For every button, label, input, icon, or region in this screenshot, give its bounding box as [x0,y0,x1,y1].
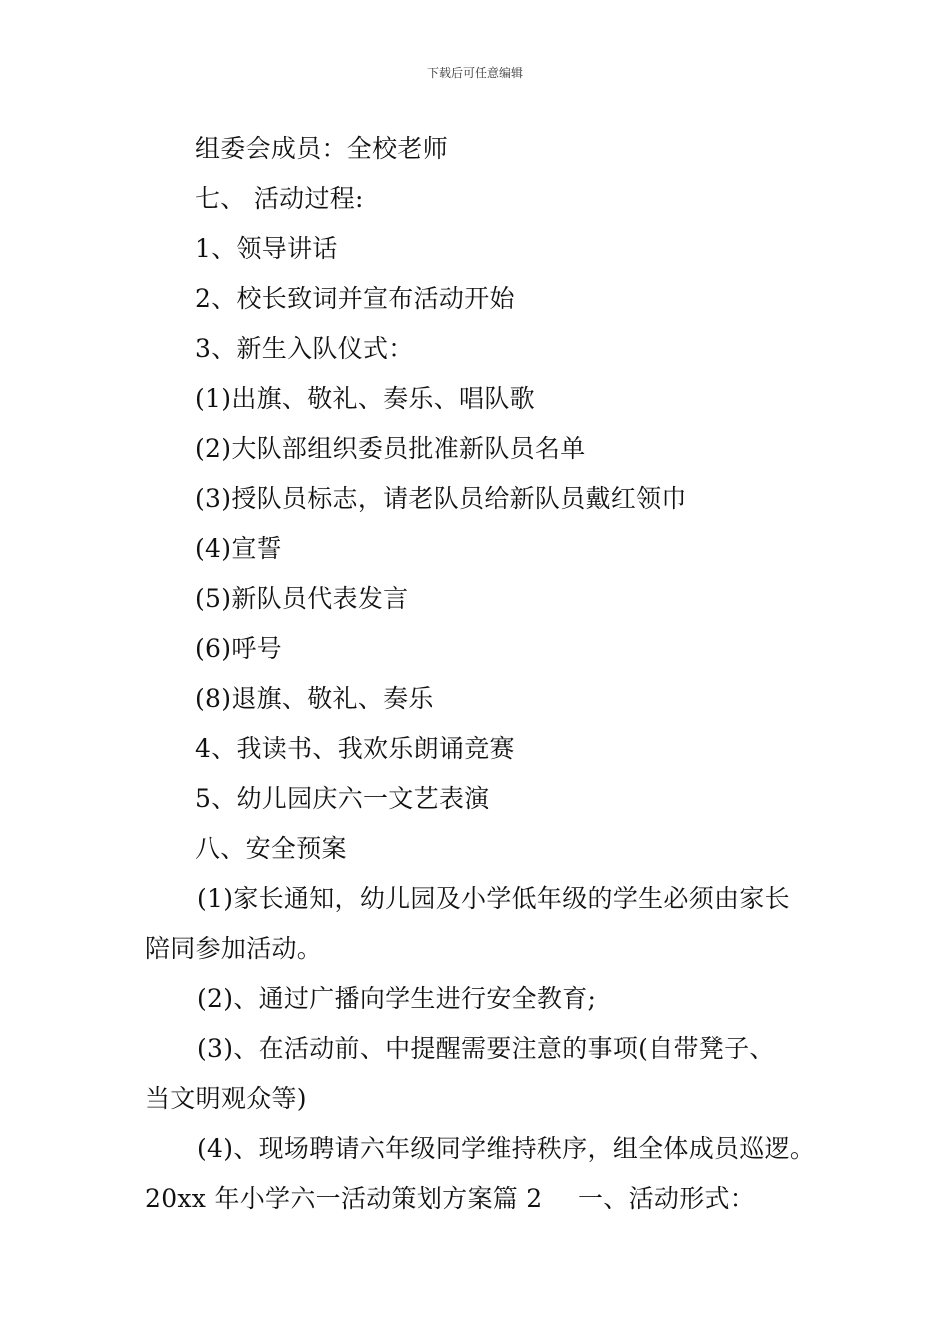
paragraph-line: 组委会成员：全校老师 [195,134,449,163]
section-heading: 七、 活动过程: [195,184,364,213]
page-header: 下载后可任意编辑 [426,66,523,80]
list-item: (6)呼号 [195,634,282,663]
paragraph-line: (4)、现场聘请六年级同学维持秩序，组全体成员巡逻。 [197,1134,816,1163]
paragraph-line: (2)、通过广播向学生进行安全教育; [197,984,597,1013]
list-item: (3)授队员标志，请老队员给新队员戴红领巾 [195,484,687,513]
list-item: 3、新生入队仪式： [195,334,414,363]
list-item: (5)新队员代表发言 [195,584,409,613]
list-item: (8)退旗、敬礼、奏乐 [195,684,434,713]
list-item: (1)出旗、敬礼、奏乐、唱队歌 [195,384,535,413]
section-title: 20xx 年小学六一活动策划方案篇 2 [145,1184,543,1213]
list-item: 1、领导讲话 [195,234,338,263]
list-item: 4、我读书、我欢乐朗诵竞赛 [195,734,515,763]
list-item: (2)大队部组织委员批准新队员名单 [195,434,586,463]
section-heading: 八、安全预案 [195,834,347,863]
paragraph-line: 陪同参加活动。 [145,934,323,963]
section-heading: 一、活动形式： [578,1184,756,1213]
list-item: (4)宣誓 [195,534,282,563]
list-item: 5、幼儿园庆六一文艺表演 [195,784,490,813]
paragraph-line: 当文明观众等) [145,1084,307,1113]
paragraph-line: (1)家长通知，幼儿园及小学低年级的学生必须由家长 [197,884,790,913]
list-item: 2、校长致词并宣布活动开始 [195,284,515,313]
paragraph-line: (3)、在活动前、中提醒需要注意的事项(自带凳子、 [197,1034,775,1063]
